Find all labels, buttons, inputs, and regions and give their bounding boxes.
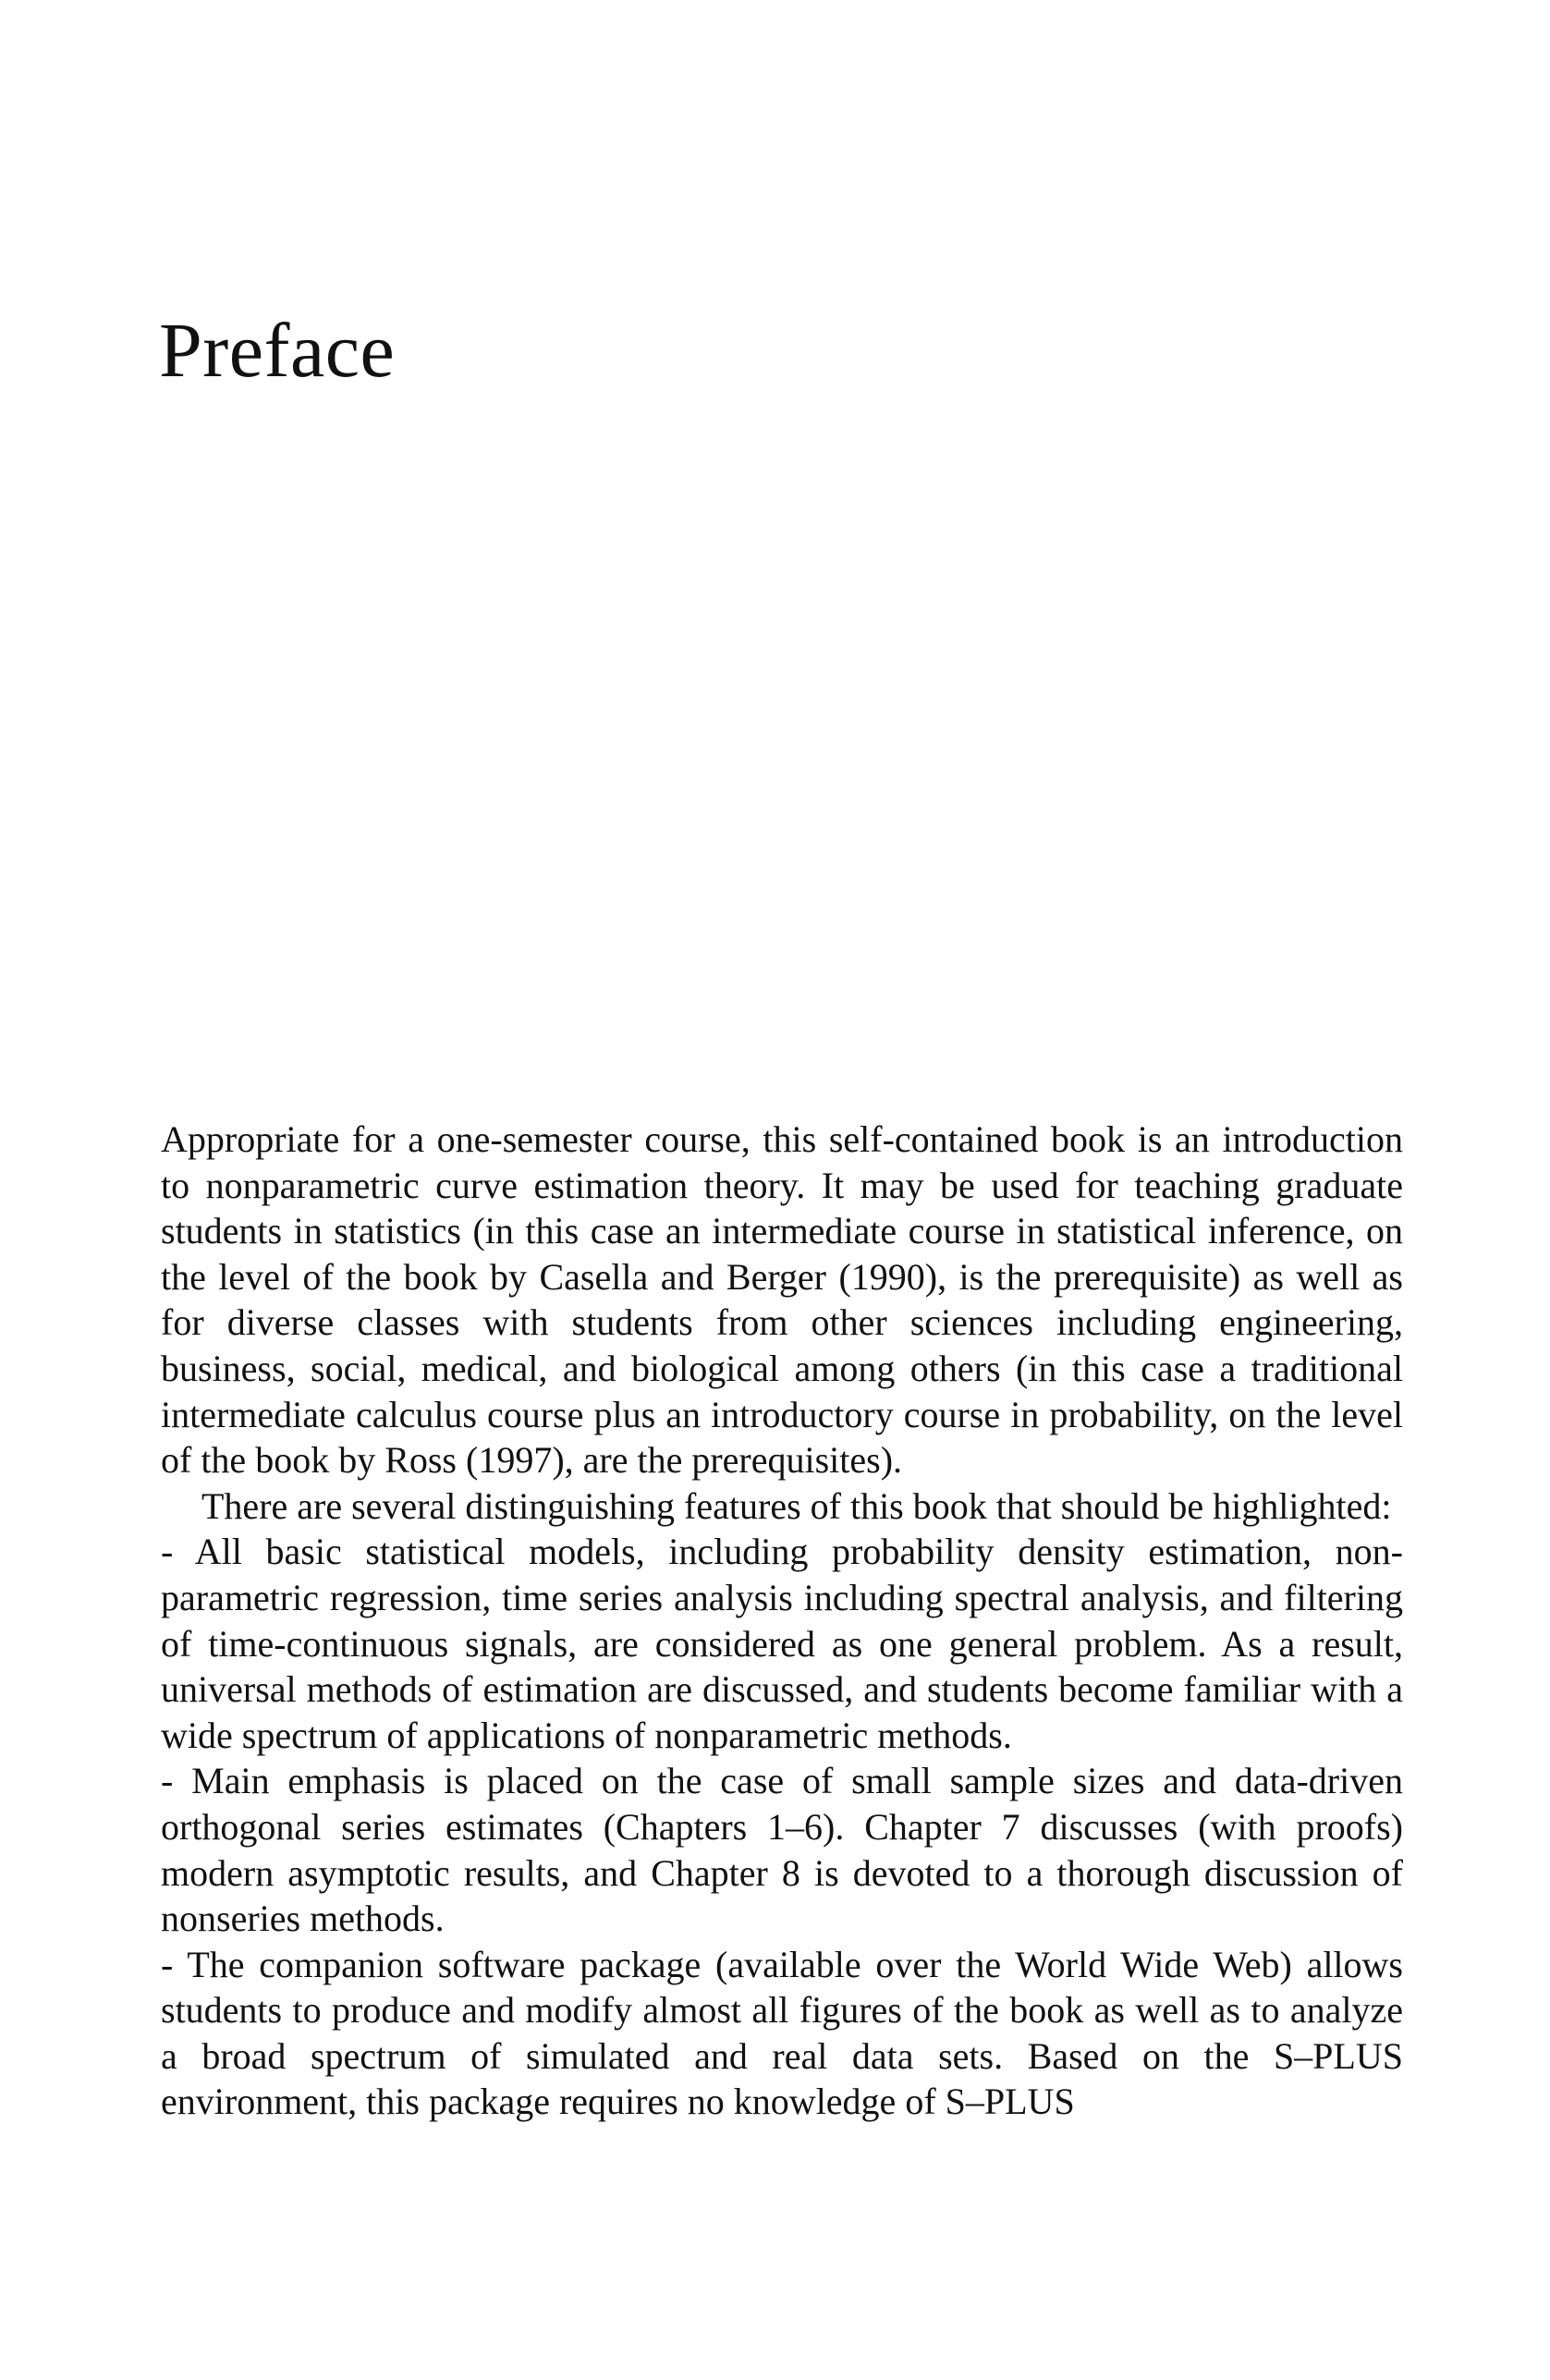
page-title: Preface [159,308,396,394]
feature-small-samples: - Main emphasis is placed on the case of small sample sizes and data-driven orthogonal series estimates (Chapters 1–6). Chapter 7 discusses (with proofs) modern asymptotic results, and Chapter 8 is devoted to a thorough discussion of nonseries methods. [161,1760,1403,1940]
features-intro-paragraph: There are several distinguishing features of this book that should be highlighted: [201,1484,1392,1527]
feature-statistical-models: - All basic statistical models, including probability density estimation, nonparametric regression, time series analysis including spectral analysis, and filtering of time-continuous signals, are considered as one general problem. As a result, universal methods of estimation are discussed, and students become familiar with a wide spectrum of applications of nonparametric methods. [161,1531,1403,1756]
feature-companion-software: - The companion software package (available over the World Wide Web) allows students to produce and modify almost all figures of the book as well as to analyze a broad spectrum of simulated and real data sets. Based on the S–PLUS environment, this package requires no knowledge of S–PLUS [161,1943,1403,2123]
preface-body [161,1117,1403,2125]
intro-paragraph: Appropriate for a one-semester course, this self-contained book is an introduction to nonparametric curve estimation theory. It may be used for teaching graduate students in statistics (in this case an intermediate course in statistical inference, on the level of the book by Casella and Berger (1990), is the prerequisite) as well as for diverse classes with students from other sciences including engineering, business, social, medical, and biological among others (in this case a traditional intermediate calculus course plus an introductory course in probability, on the level of the book by Ross (1997), are the prerequisites). [161,1118,1403,1482]
